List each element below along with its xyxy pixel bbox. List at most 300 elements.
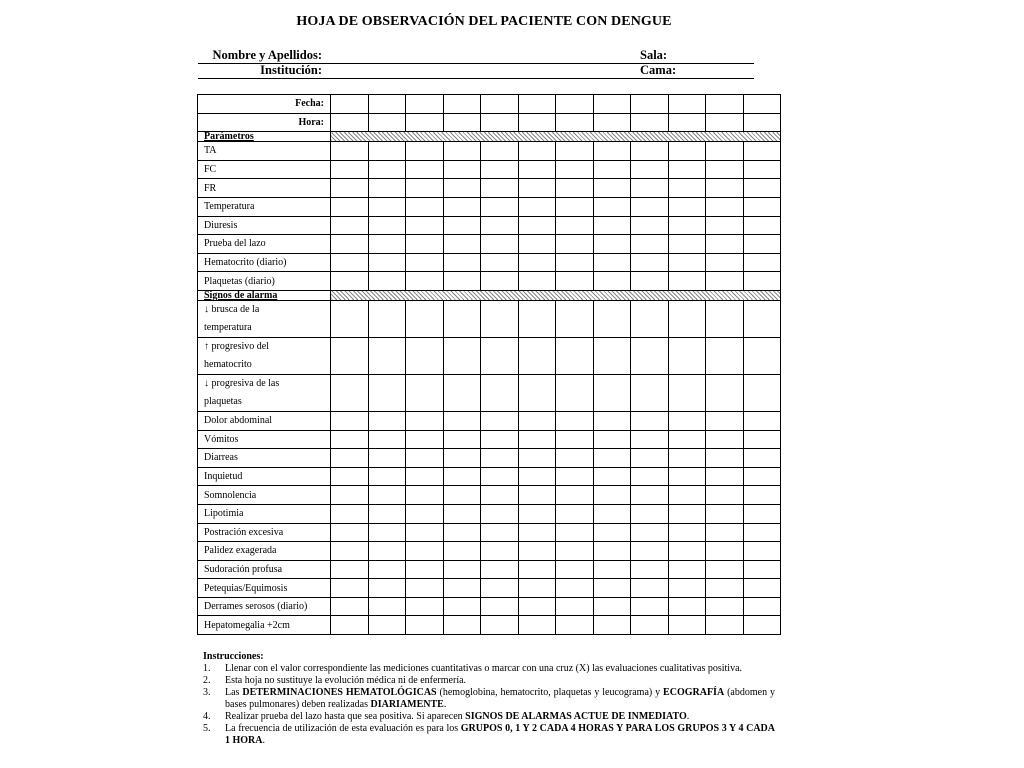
entry-cell[interactable] (406, 523, 444, 542)
entry-cell[interactable] (368, 272, 406, 291)
entry-cell[interactable] (406, 179, 444, 198)
entry-cell[interactable] (668, 197, 706, 216)
entry-cell[interactable] (743, 216, 781, 235)
entry-cell[interactable] (706, 411, 744, 430)
entry-cell[interactable] (556, 300, 594, 337)
entry-cell[interactable] (331, 300, 369, 337)
entry-cell[interactable] (331, 486, 369, 505)
entry-cell[interactable] (631, 216, 669, 235)
entry-cell[interactable] (743, 337, 781, 374)
entry-cell[interactable] (368, 504, 406, 523)
entry-cell[interactable] (593, 560, 631, 579)
entry-cell[interactable] (406, 449, 444, 468)
entry-cell[interactable] (593, 113, 631, 132)
entry-cell[interactable] (443, 560, 481, 579)
entry-cell[interactable] (518, 142, 556, 161)
entry-cell[interactable] (406, 430, 444, 449)
entry-cell[interactable] (706, 253, 744, 272)
entry-cell[interactable] (331, 411, 369, 430)
entry-cell[interactable] (593, 179, 631, 198)
entry-cell[interactable] (593, 486, 631, 505)
entry-cell[interactable] (481, 95, 519, 114)
entry-cell[interactable] (368, 523, 406, 542)
entry-cell[interactable] (556, 337, 594, 374)
entry-cell[interactable] (743, 197, 781, 216)
entry-cell[interactable] (331, 197, 369, 216)
entry-cell[interactable] (556, 253, 594, 272)
entry-cell[interactable] (518, 113, 556, 132)
entry-cell[interactable] (481, 197, 519, 216)
entry-cell[interactable] (368, 449, 406, 468)
entry-cell[interactable] (668, 449, 706, 468)
entry-cell[interactable] (593, 95, 631, 114)
entry-cell[interactable] (706, 272, 744, 291)
entry-cell[interactable] (743, 113, 781, 132)
entry-cell[interactable] (368, 616, 406, 635)
entry-cell[interactable] (631, 486, 669, 505)
entry-cell[interactable] (443, 467, 481, 486)
entry-cell[interactable] (593, 411, 631, 430)
entry-cell[interactable] (518, 430, 556, 449)
entry-cell[interactable] (631, 113, 669, 132)
entry-cell[interactable] (631, 411, 669, 430)
entry-cell[interactable] (368, 597, 406, 616)
entry-cell[interactable] (631, 142, 669, 161)
entry-cell[interactable] (518, 272, 556, 291)
entry-cell[interactable] (443, 300, 481, 337)
entry-cell[interactable] (406, 579, 444, 598)
entry-cell[interactable] (556, 486, 594, 505)
entry-cell[interactable] (406, 597, 444, 616)
entry-cell[interactable] (743, 523, 781, 542)
entry-cell[interactable] (443, 411, 481, 430)
entry-cell[interactable] (481, 560, 519, 579)
entry-cell[interactable] (406, 560, 444, 579)
entry-cell[interactable] (668, 142, 706, 161)
entry-cell[interactable] (518, 197, 556, 216)
entry-cell[interactable] (406, 411, 444, 430)
entry-cell[interactable] (331, 579, 369, 598)
entry-cell[interactable] (668, 300, 706, 337)
entry-cell[interactable] (743, 542, 781, 561)
entry-cell[interactable] (443, 95, 481, 114)
entry-cell[interactable] (368, 486, 406, 505)
entry-cell[interactable] (518, 216, 556, 235)
entry-cell[interactable] (631, 430, 669, 449)
entry-cell[interactable] (631, 253, 669, 272)
entry-cell[interactable] (593, 449, 631, 468)
entry-cell[interactable] (331, 337, 369, 374)
entry-cell[interactable] (593, 253, 631, 272)
entry-cell[interactable] (706, 467, 744, 486)
entry-cell[interactable] (706, 523, 744, 542)
entry-cell[interactable] (443, 374, 481, 411)
entry-cell[interactable] (668, 374, 706, 411)
entry-cell[interactable] (481, 616, 519, 635)
entry-cell[interactable] (443, 449, 481, 468)
entry-cell[interactable] (518, 597, 556, 616)
entry-cell[interactable] (406, 504, 444, 523)
entry-cell[interactable] (743, 597, 781, 616)
entry-cell[interactable] (631, 300, 669, 337)
entry-cell[interactable] (668, 160, 706, 179)
entry-cell[interactable] (406, 95, 444, 114)
entry-cell[interactable] (518, 411, 556, 430)
entry-cell[interactable] (556, 467, 594, 486)
entry-cell[interactable] (556, 216, 594, 235)
entry-cell[interactable] (331, 597, 369, 616)
entry-cell[interactable] (443, 160, 481, 179)
entry-cell[interactable] (518, 449, 556, 468)
entry-cell[interactable] (556, 411, 594, 430)
entry-cell[interactable] (706, 197, 744, 216)
entry-cell[interactable] (406, 300, 444, 337)
entry-cell[interactable] (706, 235, 744, 254)
entry-cell[interactable] (481, 179, 519, 198)
entry-cell[interactable] (406, 542, 444, 561)
entry-cell[interactable] (631, 235, 669, 254)
entry-cell[interactable] (331, 160, 369, 179)
entry-cell[interactable] (631, 523, 669, 542)
entry-cell[interactable] (331, 216, 369, 235)
entry-cell[interactable] (556, 579, 594, 598)
entry-cell[interactable] (331, 542, 369, 561)
entry-cell[interactable] (443, 216, 481, 235)
entry-cell[interactable] (481, 542, 519, 561)
entry-cell[interactable] (368, 300, 406, 337)
entry-cell[interactable] (593, 467, 631, 486)
entry-cell[interactable] (331, 523, 369, 542)
entry-cell[interactable] (743, 235, 781, 254)
entry-cell[interactable] (406, 374, 444, 411)
entry-cell[interactable] (556, 95, 594, 114)
entry-cell[interactable] (443, 430, 481, 449)
entry-cell[interactable] (443, 597, 481, 616)
entry-cell[interactable] (556, 160, 594, 179)
entry-cell[interactable] (406, 235, 444, 254)
entry-cell[interactable] (518, 300, 556, 337)
entry-cell[interactable] (556, 597, 594, 616)
entry-cell[interactable] (631, 449, 669, 468)
entry-cell[interactable] (556, 523, 594, 542)
entry-cell[interactable] (331, 179, 369, 198)
entry-cell[interactable] (631, 337, 669, 374)
entry-cell[interactable] (668, 560, 706, 579)
entry-cell[interactable] (518, 253, 556, 272)
entry-cell[interactable] (668, 113, 706, 132)
entry-cell[interactable] (518, 616, 556, 635)
entry-cell[interactable] (743, 486, 781, 505)
entry-cell[interactable] (556, 374, 594, 411)
entry-cell[interactable] (743, 504, 781, 523)
entry-cell[interactable] (706, 160, 744, 179)
entry-cell[interactable] (443, 235, 481, 254)
entry-cell[interactable] (631, 542, 669, 561)
entry-cell[interactable] (331, 142, 369, 161)
entry-cell[interactable] (593, 216, 631, 235)
entry-cell[interactable] (331, 504, 369, 523)
entry-cell[interactable] (481, 300, 519, 337)
entry-cell[interactable] (368, 542, 406, 561)
entry-cell[interactable] (706, 597, 744, 616)
entry-cell[interactable] (331, 113, 369, 132)
entry-cell[interactable] (668, 597, 706, 616)
entry-cell[interactable] (518, 467, 556, 486)
entry-cell[interactable] (706, 616, 744, 635)
entry-cell[interactable] (443, 142, 481, 161)
entry-cell[interactable] (631, 504, 669, 523)
entry-cell[interactable] (443, 579, 481, 598)
entry-cell[interactable] (443, 542, 481, 561)
entry-cell[interactable] (743, 272, 781, 291)
entry-cell[interactable] (706, 486, 744, 505)
entry-cell[interactable] (368, 95, 406, 114)
entry-cell[interactable] (518, 235, 556, 254)
entry-cell[interactable] (518, 160, 556, 179)
entry-cell[interactable] (443, 616, 481, 635)
entry-cell[interactable] (406, 113, 444, 132)
entry-cell[interactable] (406, 160, 444, 179)
entry-cell[interactable] (481, 411, 519, 430)
entry-cell[interactable] (706, 95, 744, 114)
entry-cell[interactable] (593, 374, 631, 411)
entry-cell[interactable] (556, 430, 594, 449)
entry-cell[interactable] (706, 449, 744, 468)
entry-cell[interactable] (593, 542, 631, 561)
entry-cell[interactable] (368, 560, 406, 579)
entry-cell[interactable] (631, 467, 669, 486)
entry-cell[interactable] (481, 523, 519, 542)
entry-cell[interactable] (668, 337, 706, 374)
entry-cell[interactable] (443, 113, 481, 132)
entry-cell[interactable] (743, 560, 781, 579)
entry-cell[interactable] (593, 430, 631, 449)
entry-cell[interactable] (406, 337, 444, 374)
entry-cell[interactable] (481, 430, 519, 449)
entry-cell[interactable] (706, 560, 744, 579)
entry-cell[interactable] (668, 235, 706, 254)
entry-cell[interactable] (631, 197, 669, 216)
entry-cell[interactable] (668, 504, 706, 523)
entry-cell[interactable] (668, 579, 706, 598)
entry-cell[interactable] (743, 253, 781, 272)
entry-cell[interactable] (481, 113, 519, 132)
entry-cell[interactable] (368, 113, 406, 132)
entry-cell[interactable] (443, 486, 481, 505)
entry-cell[interactable] (593, 300, 631, 337)
entry-cell[interactable] (593, 235, 631, 254)
entry-cell[interactable] (706, 300, 744, 337)
entry-cell[interactable] (743, 374, 781, 411)
entry-cell[interactable] (518, 504, 556, 523)
entry-cell[interactable] (443, 523, 481, 542)
entry-cell[interactable] (368, 430, 406, 449)
entry-cell[interactable] (481, 272, 519, 291)
entry-cell[interactable] (743, 449, 781, 468)
entry-cell[interactable] (481, 142, 519, 161)
entry-cell[interactable] (331, 374, 369, 411)
entry-cell[interactable] (331, 616, 369, 635)
entry-cell[interactable] (518, 95, 556, 114)
entry-cell[interactable] (631, 374, 669, 411)
entry-cell[interactable] (631, 616, 669, 635)
entry-cell[interactable] (743, 411, 781, 430)
entry-cell[interactable] (556, 179, 594, 198)
entry-cell[interactable] (593, 579, 631, 598)
entry-cell[interactable] (518, 337, 556, 374)
entry-cell[interactable] (331, 560, 369, 579)
entry-cell[interactable] (331, 95, 369, 114)
entry-cell[interactable] (593, 142, 631, 161)
entry-cell[interactable] (706, 542, 744, 561)
entry-cell[interactable] (706, 579, 744, 598)
entry-cell[interactable] (556, 449, 594, 468)
entry-cell[interactable] (481, 579, 519, 598)
entry-cell[interactable] (631, 95, 669, 114)
entry-cell[interactable] (518, 486, 556, 505)
entry-cell[interactable] (481, 235, 519, 254)
entry-cell[interactable] (556, 616, 594, 635)
entry-cell[interactable] (706, 179, 744, 198)
entry-cell[interactable] (743, 300, 781, 337)
entry-cell[interactable] (481, 449, 519, 468)
entry-cell[interactable] (406, 467, 444, 486)
entry-cell[interactable] (331, 467, 369, 486)
entry-cell[interactable] (706, 337, 744, 374)
entry-cell[interactable] (368, 374, 406, 411)
entry-cell[interactable] (481, 504, 519, 523)
entry-cell[interactable] (556, 272, 594, 291)
entry-cell[interactable] (743, 95, 781, 114)
entry-cell[interactable] (406, 253, 444, 272)
entry-cell[interactable] (331, 235, 369, 254)
entry-cell[interactable] (556, 197, 594, 216)
entry-cell[interactable] (481, 486, 519, 505)
entry-cell[interactable] (706, 374, 744, 411)
entry-cell[interactable] (368, 337, 406, 374)
entry-cell[interactable] (368, 411, 406, 430)
entry-cell[interactable] (668, 523, 706, 542)
entry-cell[interactable] (518, 523, 556, 542)
entry-cell[interactable] (593, 272, 631, 291)
entry-cell[interactable] (593, 523, 631, 542)
entry-cell[interactable] (668, 486, 706, 505)
entry-cell[interactable] (556, 142, 594, 161)
entry-cell[interactable] (556, 235, 594, 254)
entry-cell[interactable] (631, 272, 669, 291)
entry-cell[interactable] (593, 197, 631, 216)
entry-cell[interactable] (668, 216, 706, 235)
entry-cell[interactable] (668, 272, 706, 291)
entry-cell[interactable] (368, 179, 406, 198)
entry-cell[interactable] (631, 560, 669, 579)
entry-cell[interactable] (593, 597, 631, 616)
entry-cell[interactable] (743, 616, 781, 635)
entry-cell[interactable] (556, 542, 594, 561)
entry-cell[interactable] (706, 430, 744, 449)
entry-cell[interactable] (593, 337, 631, 374)
entry-cell[interactable] (481, 216, 519, 235)
entry-cell[interactable] (368, 160, 406, 179)
entry-cell[interactable] (481, 374, 519, 411)
entry-cell[interactable] (556, 560, 594, 579)
entry-cell[interactable] (668, 253, 706, 272)
entry-cell[interactable] (481, 160, 519, 179)
entry-cell[interactable] (631, 597, 669, 616)
entry-cell[interactable] (706, 113, 744, 132)
entry-cell[interactable] (668, 179, 706, 198)
entry-cell[interactable] (406, 142, 444, 161)
entry-cell[interactable] (518, 374, 556, 411)
entry-cell[interactable] (406, 197, 444, 216)
entry-cell[interactable] (406, 616, 444, 635)
entry-cell[interactable] (481, 597, 519, 616)
entry-cell[interactable] (593, 504, 631, 523)
entry-cell[interactable] (668, 411, 706, 430)
entry-cell[interactable] (368, 142, 406, 161)
entry-cell[interactable] (331, 449, 369, 468)
entry-cell[interactable] (706, 504, 744, 523)
entry-cell[interactable] (668, 430, 706, 449)
entry-cell[interactable] (443, 272, 481, 291)
entry-cell[interactable] (743, 142, 781, 161)
entry-cell[interactable] (518, 542, 556, 561)
entry-cell[interactable] (743, 467, 781, 486)
entry-cell[interactable] (443, 337, 481, 374)
entry-cell[interactable] (743, 160, 781, 179)
entry-cell[interactable] (631, 579, 669, 598)
entry-cell[interactable] (368, 579, 406, 598)
entry-cell[interactable] (368, 253, 406, 272)
entry-cell[interactable] (368, 235, 406, 254)
entry-cell[interactable] (481, 253, 519, 272)
entry-cell[interactable] (668, 95, 706, 114)
entry-cell[interactable] (556, 113, 594, 132)
entry-cell[interactable] (406, 272, 444, 291)
entry-cell[interactable] (443, 179, 481, 198)
entry-cell[interactable] (331, 430, 369, 449)
entry-cell[interactable] (443, 253, 481, 272)
entry-cell[interactable] (518, 179, 556, 198)
entry-cell[interactable] (443, 197, 481, 216)
entry-cell[interactable] (443, 504, 481, 523)
entry-cell[interactable] (368, 216, 406, 235)
entry-cell[interactable] (743, 579, 781, 598)
entry-cell[interactable] (481, 337, 519, 374)
entry-cell[interactable] (706, 216, 744, 235)
entry-cell[interactable] (743, 430, 781, 449)
entry-cell[interactable] (481, 467, 519, 486)
entry-cell[interactable] (593, 160, 631, 179)
entry-cell[interactable] (556, 504, 594, 523)
entry-cell[interactable] (331, 253, 369, 272)
entry-cell[interactable] (406, 216, 444, 235)
entry-cell[interactable] (368, 197, 406, 216)
entry-cell[interactable] (631, 160, 669, 179)
entry-cell[interactable] (368, 467, 406, 486)
entry-cell[interactable] (518, 579, 556, 598)
entry-cell[interactable] (743, 179, 781, 198)
entry-cell[interactable] (331, 272, 369, 291)
entry-cell[interactable] (593, 616, 631, 635)
entry-cell[interactable] (668, 616, 706, 635)
entry-cell[interactable] (518, 560, 556, 579)
entry-cell[interactable] (668, 542, 706, 561)
entry-cell[interactable] (631, 179, 669, 198)
entry-cell[interactable] (406, 486, 444, 505)
entry-cell[interactable] (706, 142, 744, 161)
entry-cell[interactable] (668, 467, 706, 486)
